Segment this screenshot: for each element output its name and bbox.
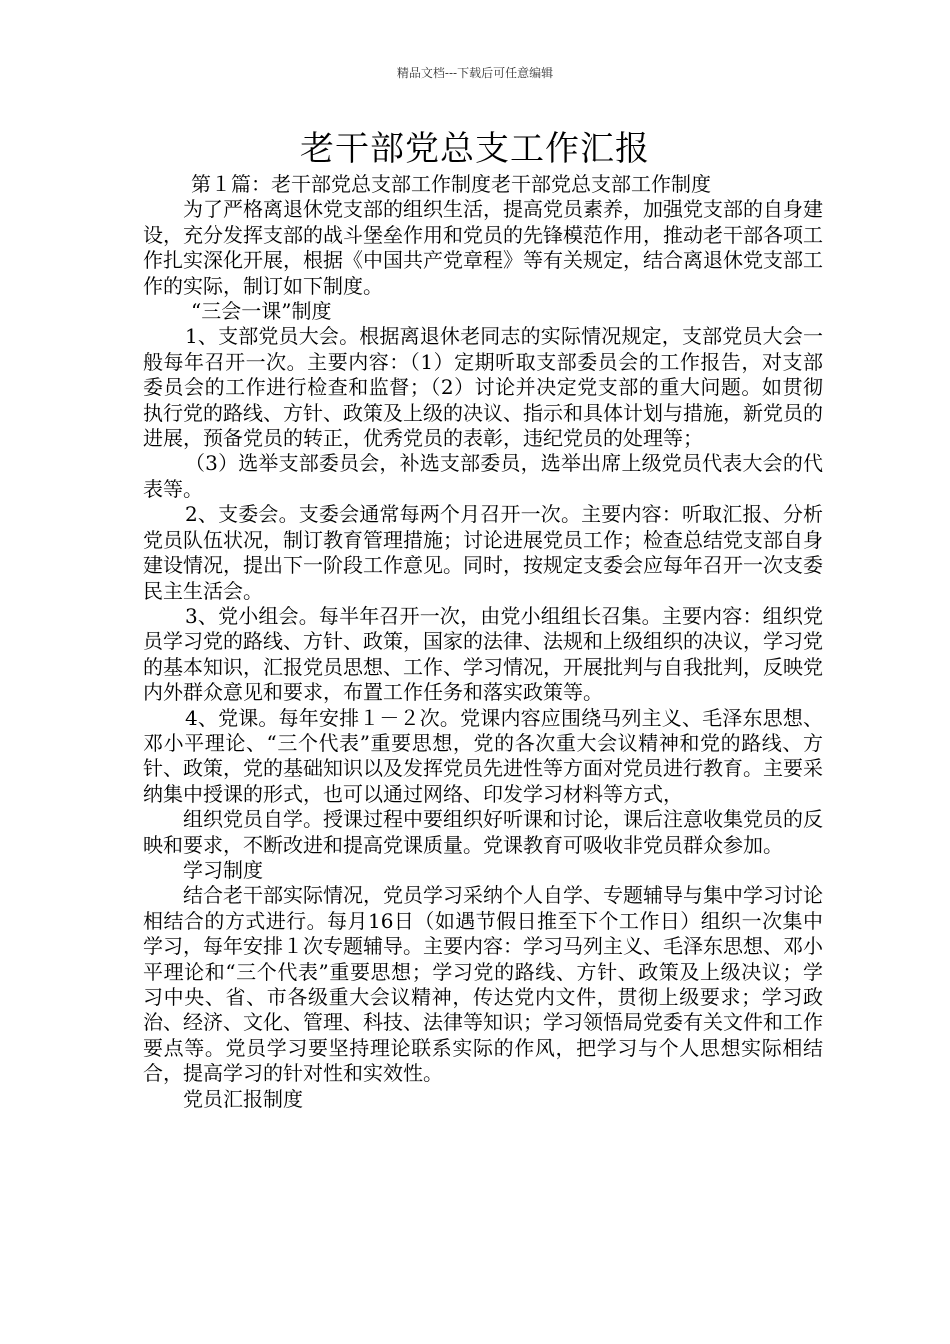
body-paragraph: （3）选举支部委员会，补选支部委员，选举出席上级党员代表大会的代表等。 — [143, 451, 823, 501]
document-title: 老干部党总支工作汇报 — [300, 129, 650, 169]
subsection-heading: 党员汇报制度 — [183, 1086, 303, 1111]
body-paragraph: 结合老干部实际情况，党员学习采纳个人自学、专题辅导与集中学习讨论相结合的方式进行。每月16日（如遇节假日推至下个工作日）组织一次集中学习，每年安排１次专题辅导。主要内容：学习马列主义、毛泽东思想、邓小平理论和“三个代表”重要思想；学习党的路线、方针、政策及上级决议；学习中央、省、市各级重大会议精神，传达党内文件，贯彻上级要求；学习政治、经济、文化、管理、科技、法律等知识；学习领悟局党委有关文件和工作要点等。党员学习要坚持理论联系实际的作风，把学习与个人思想实际相结合，提高学习的针对性和实效性。 — [143, 883, 823, 1086]
document-body — [143, 172, 823, 1112]
body-paragraph: 4、党课。每年安排１－２次。党课内容应围绕马列主义、毛泽东思想、邓小平理论、“三个代表”重要思想，党的各次重大会议精神和党的路线、方针、政策，党的基础知识以及发挥党员先进性等方面对党员进行教育。主要采纳集中授课的形式，也可以通过网络、印发学习材料等方式， — [143, 705, 823, 806]
page-header: 精品文档---下载后可任意编辑 — [396, 66, 554, 80]
section-heading: 第１篇：老干部党总支部工作制度老干部党总支部工作制度 — [191, 172, 711, 196]
body-paragraph: 组织党员自学。授课过程中要组织好听课和讨论，课后注意收集党员的反映和要求，不断改进和提高党课质量。党课教育可吸收非党员群众参加。 — [143, 807, 823, 857]
body-paragraph: 2、支委会。支委会通常每两个月召开一次。主要内容：听取汇报、分析党员队伍状况，制订教育管理措施；讨论进展党员工作；检查总结党支部自身建设情况，提出下一阶段工作意见。同时，按规定支委会应每年召开一次支委民主生活会。 — [143, 502, 823, 603]
subsection-heading: 学习制度 — [183, 857, 263, 882]
subsection-heading: “三会一课”制度 — [191, 299, 332, 324]
body-paragraph: 3、党小组会。每半年召开一次，由党小组组长召集。主要内容：组织党员学习党的路线、方针、政策，国家的法律、法规和上级组织的决议，学习党的基本知识，汇报党员思想、工作、学习情况，开展批判与自我批判，反映党内外群众意见和要求，布置工作任务和落实政策等。 — [143, 603, 823, 705]
body-paragraph: 1、支部党员大会。根据离退休老同志的实际情况规定，支部党员大会一般每年召开一次。主要内容：（1）定期听取支部委员会的工作报告，对支部委员会的工作进行检查和监督；（2）讨论并决定党支部的重大问题。如贯彻执行党的路线、方针、政策及上级的决议、指示和具体计划与措施，新党员的进展，预备党员的转正，优秀党员的表彰，违纪党员的处理等； — [143, 324, 823, 451]
intro-paragraph: 为了严格离退休党支部的组织生活，提高党员素养，加强党支部的自身建设，充分发挥支部的战斗堡垒作用和党员的先锋模范作用，推动老干部各项工作扎实深化开展，根据《中国共产党章程》等有关规定，结合离退休党支部工作的实际，制订如下制度。 — [143, 197, 823, 298]
